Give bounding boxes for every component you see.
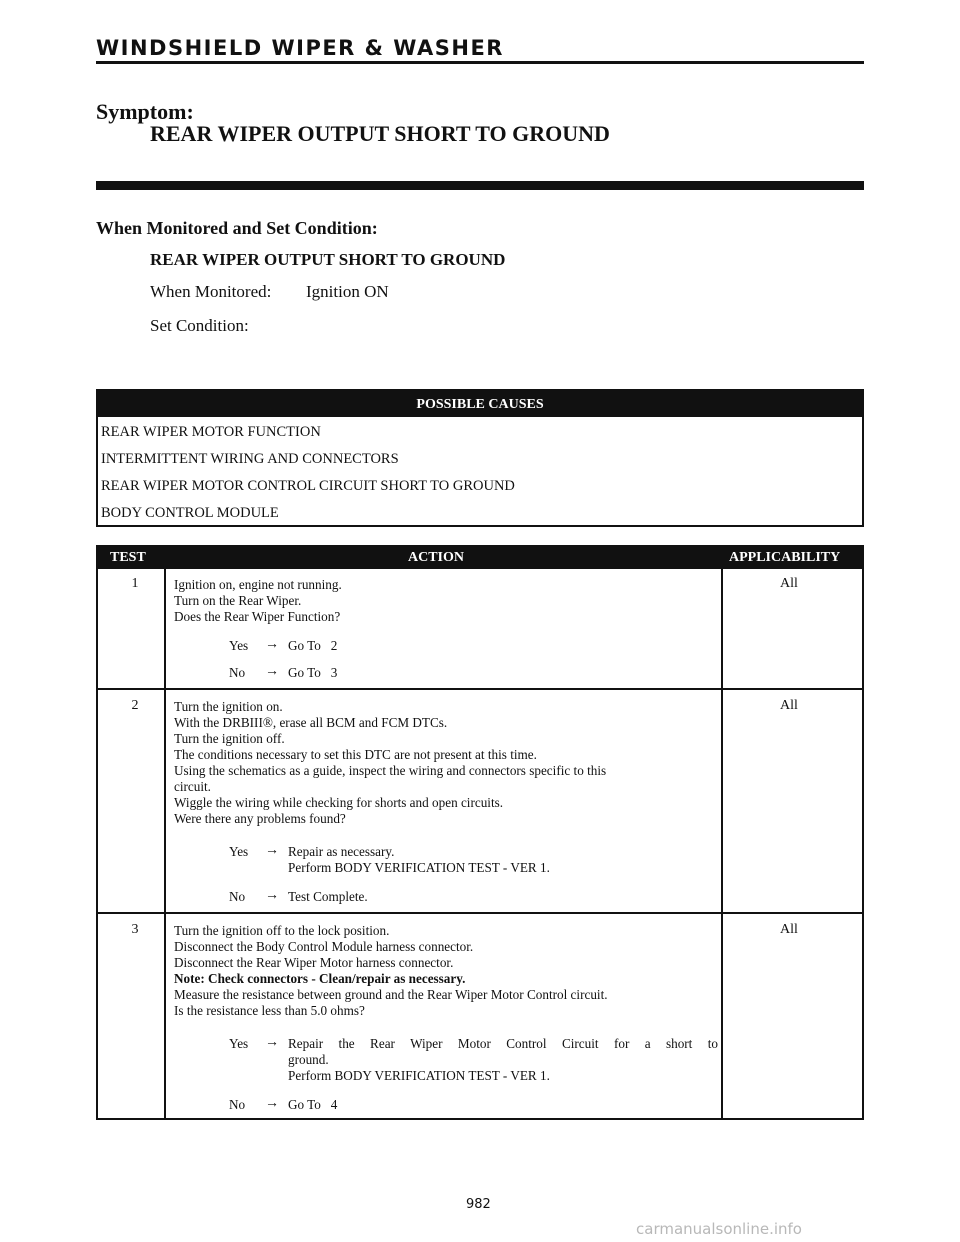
table-header — [98, 547, 862, 569]
yes-label: Yes — [229, 638, 249, 653]
action-line: Turn the ignition off. — [174, 731, 285, 746]
no-result: Test Complete. — [288, 889, 368, 904]
no-result: Go To 3 — [288, 665, 338, 680]
action-line: Turn on the Rear Wiper. — [174, 593, 302, 608]
arrow-icon: → — [265, 664, 279, 679]
applicability: All — [780, 698, 798, 713]
arrow-icon: → — [265, 888, 279, 903]
possible-causes-box — [96, 389, 864, 527]
yes-result: Go To 2 — [288, 638, 338, 653]
action-line: Ignition on, engine not running. — [174, 577, 342, 592]
possible-causes-heading: POSSIBLE CAUSES — [98, 391, 862, 417]
section-divider — [96, 181, 864, 190]
arrow-icon: → — [265, 637, 279, 652]
action-line: circuit. — [174, 779, 211, 794]
column-divider — [164, 569, 166, 1118]
symptom-name: REAR WIPER OUTPUT SHORT TO GROUND — [150, 121, 610, 146]
header-applicability: APPLICABILITY — [729, 550, 841, 565]
cause-item: REAR WIPER MOTOR CONTROL CIRCUIT SHORT TO GROUND — [101, 478, 515, 494]
cause-item: INTERMITTENT WIRING AND CONNECTORS — [101, 451, 399, 467]
symptom-label: Symptom: — [96, 99, 194, 124]
action-line: With the DRBIII®, erase all BCM and FCM DTCs. — [174, 715, 448, 730]
column-divider — [721, 569, 723, 1118]
page-number: 982 — [466, 1197, 491, 1212]
yes-result: Perform BODY VERIFICATION TEST - VER 1. — [288, 1068, 550, 1083]
monitor-heading: When Monitored and Set Condition: — [96, 218, 378, 238]
when-monitored-label: When Monitored: — [150, 282, 272, 301]
yes-result: Repair the Rear Wiper Motor Control Circuit for a short to — [288, 1036, 718, 1051]
row-divider — [98, 912, 862, 914]
section-title: WINDSHIELD WIPER & WASHER — [96, 36, 504, 60]
arrow-icon: → — [265, 1035, 279, 1050]
action-line: Disconnect the Rear Wiper Motor harness connector. — [174, 955, 454, 970]
action-line: The conditions necessary to set this DTC are not present at this time. — [174, 747, 537, 762]
watermark: carmanualsonline.info — [636, 1220, 802, 1238]
action-line: Turn the ignition off to the lock position. — [174, 923, 390, 938]
cause-item: BODY CONTROL MODULE — [101, 505, 279, 521]
action-line: Were there any problems found? — [174, 811, 346, 826]
applicability: All — [780, 576, 798, 591]
action-line: Is the resistance less than 5.0 ohms? — [174, 1003, 365, 1018]
header-action: ACTION — [408, 550, 465, 565]
yes-label: Yes — [229, 1036, 249, 1051]
arrow-icon: → — [265, 1096, 279, 1111]
arrow-icon: → — [265, 843, 279, 858]
no-label: No — [229, 665, 246, 680]
test-number: 2 — [131, 698, 139, 713]
action-line: Does the Rear Wiper Function? — [174, 609, 341, 624]
cause-item: REAR WIPER MOTOR FUNCTION — [101, 424, 321, 440]
yes-result: ground. — [288, 1052, 329, 1067]
test-number: 3 — [131, 922, 139, 937]
action-line: Measure the resistance between ground and the Rear Wiper Motor Control circuit. — [174, 987, 608, 1002]
action-note: Note: Check connectors - Clean/repair as necessary. — [174, 971, 466, 986]
test-number: 1 — [131, 576, 139, 591]
applicability: All — [780, 922, 798, 937]
no-label: No — [229, 889, 246, 904]
row-divider — [98, 688, 862, 690]
condition-name: REAR WIPER OUTPUT SHORT TO GROUND — [150, 250, 506, 269]
action-line: Wiggle the wiring while checking for shorts and open circuits. — [174, 795, 504, 810]
yes-result: Perform BODY VERIFICATION TEST - VER 1. — [288, 860, 550, 875]
header-rule — [96, 61, 864, 64]
action-line: Using the schematics as a guide, inspect the wiring and connectors specific to this — [174, 763, 607, 778]
when-monitored-value: Ignition ON — [306, 282, 389, 301]
header-test: TEST — [110, 550, 146, 565]
no-label: No — [229, 1097, 246, 1112]
yes-label: Yes — [229, 844, 249, 859]
action-line: Disconnect the Body Control Module harness connector. — [174, 939, 474, 954]
no-result: Go To 4 — [288, 1097, 338, 1112]
action-line: Turn the ignition on. — [174, 699, 283, 714]
test-table — [96, 545, 864, 1120]
yes-result: Repair as necessary. — [288, 844, 395, 859]
set-condition-label: Set Condition: — [150, 316, 249, 335]
